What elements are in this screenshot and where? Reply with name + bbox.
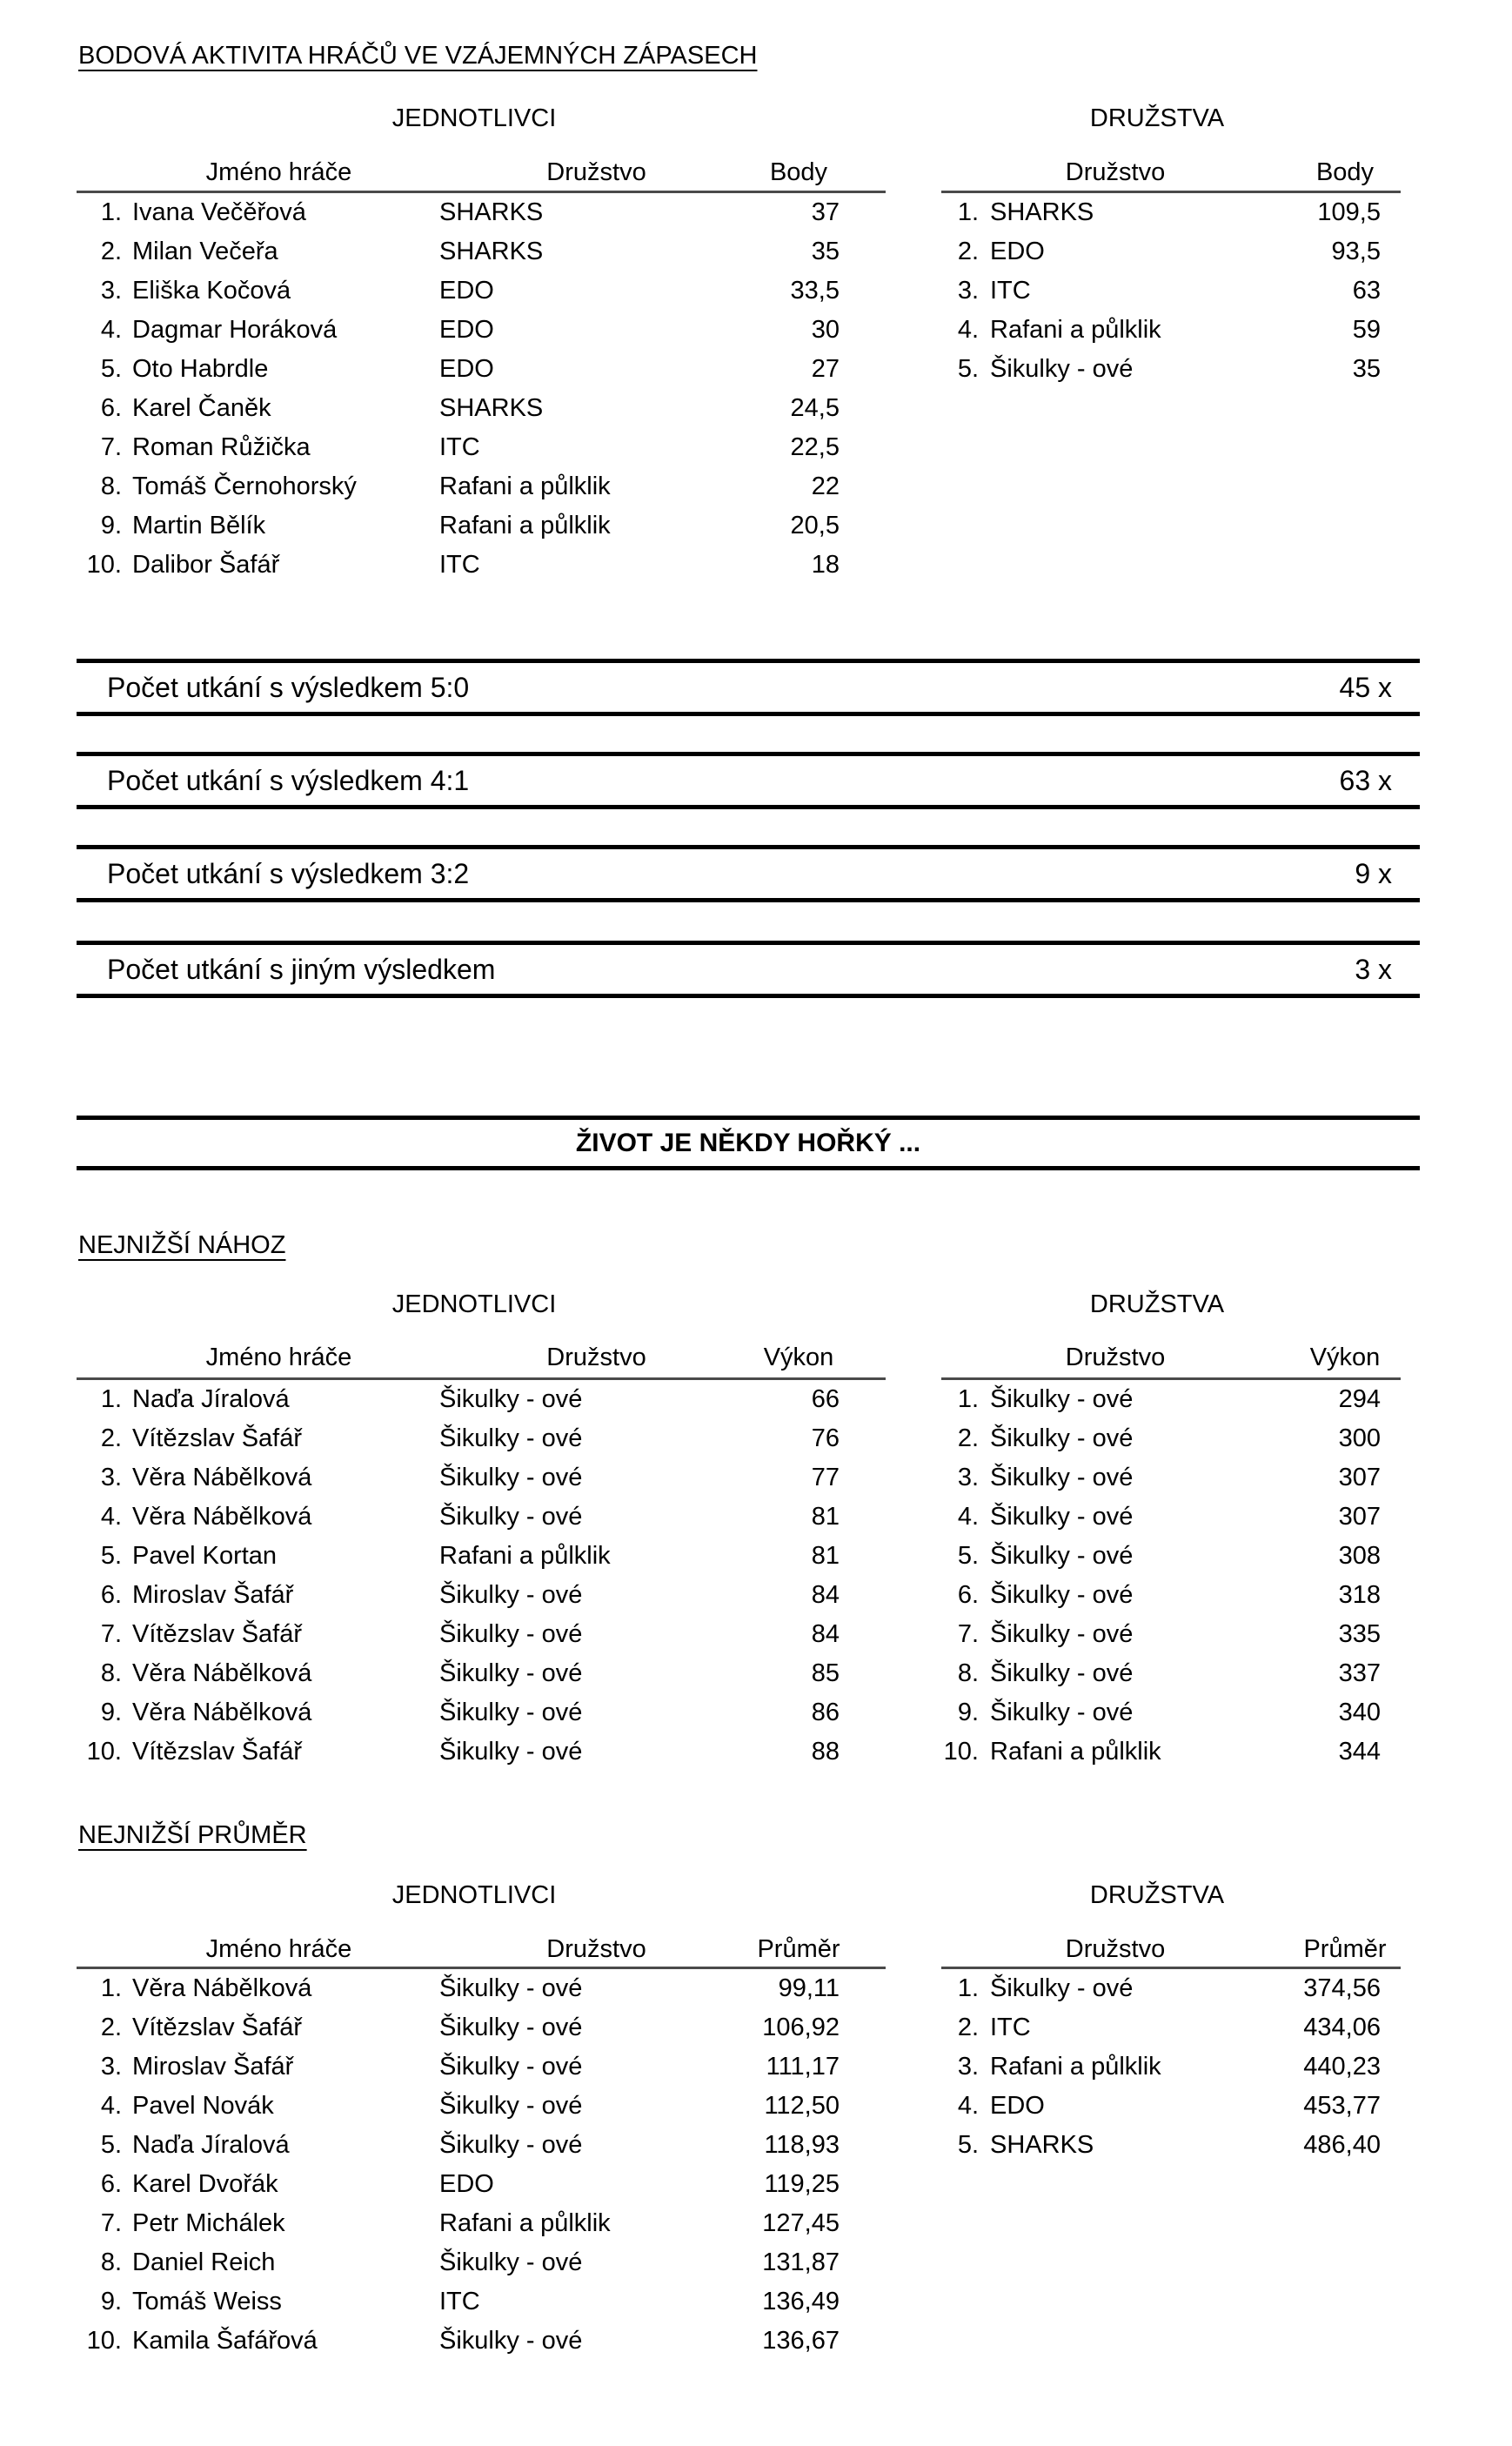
table-row (941, 2008, 1401, 2047)
player-name-cell: Vítězslav Šafář (132, 2014, 303, 2041)
team-cell: Šikulky - ové (990, 1974, 1134, 2002)
player-name-cell: Věra Nábělková (132, 1503, 312, 1531)
value-cell: 37 (811, 198, 840, 226)
nahoz-individuals-table (77, 1380, 886, 1772)
team-cell: Šikulky - ové (439, 1620, 583, 1648)
player-name-cell: Dalibor Šafář (132, 551, 280, 579)
prumer-individuals-heading: JEDNOTLIVCI (391, 1881, 557, 1909)
table-row (941, 311, 1401, 350)
table-row (941, 1969, 1401, 2008)
team-cell: ITC (439, 433, 480, 461)
value-cell: 18 (811, 551, 840, 579)
value-cell: 27 (811, 355, 840, 383)
value-cell: 24,5 (790, 394, 840, 422)
nahoz-section-heading: NEJNIŽŠÍ NÁHOZ (78, 1231, 286, 1259)
column-header-team: Družstvo (1065, 1343, 1166, 1371)
player-name-cell: Věra Nábělková (132, 1464, 312, 1491)
table-row (77, 2204, 886, 2243)
bodova-teams-heading: DRUŽSTVA (1089, 104, 1225, 132)
table-row (77, 1419, 886, 1458)
prumer-individuals-table (77, 1969, 886, 2361)
team-cell: Šikulky - ové (439, 2248, 583, 2276)
column-header-name: Jméno hráče (205, 1934, 352, 1963)
column-header-value: Průměr (1303, 1934, 1387, 1963)
column-header-team: Družstvo (1065, 1934, 1166, 1963)
rank-cell: 9. (100, 512, 122, 539)
rank-cell: 5. (100, 355, 122, 383)
table-row (941, 1693, 1401, 1732)
team-cell: Šikulky - ové (439, 2327, 583, 2355)
prumer-individuals-header (77, 1932, 886, 1967)
table-row (77, 1537, 886, 1576)
player-name-cell: Martin Bělík (132, 512, 266, 539)
rank-cell: 2. (100, 2014, 122, 2041)
table-row (77, 506, 886, 546)
value-cell: 440,23 (1303, 2053, 1381, 2081)
team-cell: Šikulky - ové (439, 1581, 583, 1609)
value-cell: 66 (811, 1385, 840, 1413)
team-cell: Šikulky - ové (990, 1424, 1134, 1452)
team-cell: Šikulky - ové (439, 1424, 583, 1452)
team-cell: Šikulky - ové (439, 1659, 583, 1687)
team-cell: EDO (439, 277, 494, 305)
value-cell: 300 (1338, 1424, 1381, 1452)
player-name-cell: Věra Nábělková (132, 1974, 312, 2002)
player-name-cell: Pavel Kortan (132, 1542, 278, 1570)
table-row (77, 1732, 886, 1772)
team-cell: Šikulky - ové (439, 2053, 583, 2081)
player-name-cell: Ivana Večěřová (132, 198, 306, 226)
team-cell: Rafani a půlklik (990, 316, 1161, 344)
player-name-cell: Eliška Kočová (132, 277, 291, 305)
table-row (77, 546, 886, 585)
team-cell: Rafani a půlklik (439, 1542, 611, 1570)
team-cell: Šikulky - ové (439, 2014, 583, 2041)
page-title: BODOVÁ AKTIVITA HRÁČŮ VE VZÁJEMNÝCH ZÁPASECH (78, 42, 758, 70)
rank-cell: 10. (86, 2327, 122, 2355)
table-row (941, 1732, 1401, 1772)
rank-cell: 4. (957, 316, 979, 344)
rank-cell: 9. (957, 1699, 979, 1726)
player-name-cell: Miroslav Šafář (132, 1581, 294, 1609)
team-cell: Šikulky - ové (439, 1385, 583, 1413)
column-header-team: Družstvo (546, 1934, 646, 1963)
table-row (941, 1498, 1401, 1537)
value-cell: 33,5 (790, 277, 840, 305)
player-name-cell: Miroslav Šafář (132, 2053, 294, 2081)
value-cell: 308 (1338, 1542, 1381, 1570)
table-row (941, 1615, 1401, 1654)
value-cell: 119,25 (764, 2170, 840, 2198)
value-cell: 109,5 (1317, 198, 1381, 226)
value-cell: 81 (811, 1542, 840, 1570)
rank-cell: 5. (957, 2131, 979, 2159)
value-cell: 30 (811, 316, 840, 344)
value-cell: 136,67 (762, 2327, 840, 2355)
player-name-cell: Vítězslav Šafář (132, 1738, 303, 1766)
rank-cell: 5. (100, 2131, 122, 2159)
team-cell: Šikulky - ové (439, 2131, 583, 2159)
banner (77, 1116, 1420, 1170)
player-name-cell: Daniel Reich (132, 2248, 276, 2276)
prumer-teams-heading: DRUŽSTVA (1089, 1881, 1225, 1909)
rank-cell: 1. (957, 198, 979, 226)
player-name-cell: Naďa Jíralová (132, 2131, 290, 2159)
table-row (941, 271, 1401, 311)
value-cell: 106,92 (762, 2014, 840, 2041)
stat-row-5-0 (77, 659, 1420, 716)
player-name-cell: Kamila Šafářová (132, 2327, 318, 2355)
team-cell: Šikulky - ové (990, 1385, 1134, 1413)
column-header-team: Družstvo (546, 1343, 646, 1371)
value-cell: 76 (811, 1424, 840, 1452)
value-cell: 127,45 (762, 2209, 840, 2237)
rank-cell: 2. (100, 1424, 122, 1452)
column-header-name: Jméno hráče (205, 157, 352, 186)
table-row (941, 232, 1401, 271)
banner-text: ŽIVOT JE NĚKDY HOŘKÝ ... (575, 1128, 921, 1157)
table-row (77, 232, 886, 271)
table-row (77, 1458, 886, 1498)
value-cell: 337 (1338, 1659, 1381, 1687)
stat-label: Počet utkání s výsledkem 3:2 (107, 857, 470, 889)
column-header-value: Výkon (1309, 1343, 1381, 1371)
nahoz-individuals-header (77, 1340, 886, 1375)
table-row (77, 1498, 886, 1537)
value-cell: 136,49 (762, 2288, 840, 2315)
table-row (77, 2322, 886, 2361)
value-cell: 111,17 (766, 2053, 840, 2081)
team-cell: Rafani a půlklik (990, 1738, 1161, 1766)
prumer-teams-table (941, 1969, 1401, 2165)
player-name-cell: Tomáš Weiss (132, 2288, 282, 2315)
team-cell: Rafani a půlklik (439, 512, 611, 539)
value-cell: 86 (811, 1699, 840, 1726)
rank-cell: 3. (957, 1464, 979, 1491)
team-cell: SHARKS (439, 238, 544, 265)
rank-cell: 4. (100, 316, 122, 344)
rank-cell: 9. (100, 2288, 122, 2315)
rank-cell: 4. (957, 2092, 979, 2120)
team-cell: ITC (990, 277, 1031, 305)
team-cell: SHARKS (439, 198, 544, 226)
rank-cell: 4. (957, 1503, 979, 1531)
rank-cell: 5. (100, 1542, 122, 1570)
player-name-cell: Karel Čaněk (132, 394, 271, 422)
rank-cell: 8. (957, 1659, 979, 1687)
team-cell: Šikulky - ové (990, 1620, 1134, 1648)
rank-cell: 1. (957, 1385, 979, 1413)
table-row (941, 1380, 1401, 1419)
rank-cell: 6. (100, 394, 122, 422)
team-cell: Šikulky - ové (990, 1581, 1134, 1609)
rank-cell: 9. (100, 1699, 122, 1726)
table-row (941, 2047, 1401, 2087)
table-row (77, 1380, 886, 1419)
rank-cell: 7. (957, 1620, 979, 1648)
value-cell: 340 (1338, 1699, 1381, 1726)
table-row (77, 1654, 886, 1693)
rank-cell: 10. (943, 1738, 979, 1766)
player-name-cell: Pavel Novák (132, 2092, 274, 2120)
player-name-cell: Roman Růžička (132, 433, 311, 461)
nahoz-individuals-heading: JEDNOTLIVCI (391, 1290, 557, 1318)
prumer-section-heading: NEJNIŽŠÍ PRŮMĚR (78, 1821, 307, 1849)
team-cell: Šikulky - ové (990, 1659, 1134, 1687)
value-cell: 486,40 (1303, 2131, 1381, 2159)
table-row (77, 350, 886, 389)
value-cell: 88 (811, 1738, 840, 1766)
bodova-individuals-heading: JEDNOTLIVCI (391, 104, 557, 132)
nahoz-teams-table (941, 1380, 1401, 1772)
rank-cell: 5. (957, 1542, 979, 1570)
table-row (77, 1615, 886, 1654)
value-cell: 307 (1338, 1464, 1381, 1491)
table-row (77, 193, 886, 232)
stat-label: Počet utkání s výsledkem 4:1 (107, 764, 470, 796)
rank-cell: 3. (957, 2053, 979, 2081)
rank-cell: 4. (100, 1503, 122, 1531)
team-cell: EDO (439, 355, 494, 383)
value-cell: 118,93 (764, 2131, 840, 2159)
table-row (77, 467, 886, 506)
player-name-cell: Věra Nábělková (132, 1699, 312, 1726)
table-row (941, 1419, 1401, 1458)
table-row (77, 1576, 886, 1615)
team-cell: Šikulky - ové (990, 1699, 1134, 1726)
player-name-cell: Milan Večeřa (132, 238, 278, 265)
table-row (77, 2126, 886, 2165)
value-cell: 84 (811, 1581, 840, 1609)
table-row (941, 2087, 1401, 2126)
stat-label: Počet utkání s výsledkem 5:0 (107, 671, 470, 703)
value-cell: 63 (1352, 277, 1381, 305)
rank-cell: 5. (957, 355, 979, 383)
rank-cell: 10. (86, 1738, 122, 1766)
stat-row-3-2 (77, 845, 1420, 902)
value-cell: 35 (1352, 355, 1381, 383)
column-header-name: Jméno hráče (205, 1343, 352, 1371)
stat-value: 63 x (1339, 764, 1392, 796)
value-cell: 93,5 (1331, 238, 1381, 265)
team-cell: Šikulky - ové (990, 1503, 1134, 1531)
rank-cell: 3. (957, 277, 979, 305)
rank-cell: 6. (100, 1581, 122, 1609)
rank-cell: 6. (100, 2170, 122, 2198)
column-header-value: Body (1315, 157, 1375, 186)
column-header-value: Výkon (763, 1343, 834, 1371)
bodova-teams-header (941, 155, 1401, 190)
team-cell: Šikulky - ové (439, 1464, 583, 1491)
column-header-team: Družstvo (1065, 157, 1166, 186)
value-cell: 335 (1338, 1620, 1381, 1648)
stat-row-4-1 (77, 752, 1420, 809)
table-row (941, 1576, 1401, 1615)
value-cell: 22,5 (790, 433, 840, 461)
table-row (77, 2282, 886, 2322)
value-cell: 453,77 (1303, 2092, 1381, 2120)
team-cell: Rafani a půlklik (990, 2053, 1161, 2081)
team-cell: Šikulky - ové (990, 1542, 1134, 1570)
team-cell: ITC (439, 2288, 480, 2315)
table-row (941, 2126, 1401, 2165)
table-row (77, 389, 886, 428)
rank-cell: 3. (100, 1464, 122, 1491)
bodova-individuals-header (77, 155, 886, 190)
table-row (77, 2243, 886, 2282)
team-cell: Rafani a půlklik (439, 472, 611, 500)
value-cell: 112,50 (764, 2092, 840, 2120)
table-row (77, 428, 886, 467)
team-cell: Šikulky - ové (990, 355, 1134, 383)
table-row (941, 1654, 1401, 1693)
rank-cell: 8. (100, 472, 122, 500)
rank-cell: 2. (957, 1424, 979, 1452)
rank-cell: 7. (100, 1620, 122, 1648)
team-cell: Šikulky - ové (439, 1974, 583, 2002)
value-cell: 294 (1338, 1385, 1381, 1413)
bodova-teams-table (941, 193, 1401, 389)
team-cell: EDO (990, 2092, 1045, 2120)
rank-cell: 7. (100, 433, 122, 461)
player-name-cell: Věra Nábělková (132, 1659, 312, 1687)
rank-cell: 7. (100, 2209, 122, 2237)
player-name-cell: Naďa Jíralová (132, 1385, 290, 1413)
value-cell: 99,11 (778, 1974, 840, 2002)
column-header-value: Body (769, 157, 828, 186)
player-name-cell: Karel Dvořák (132, 2170, 278, 2198)
rank-cell: 4. (100, 2092, 122, 2120)
table-row (77, 2165, 886, 2204)
rank-cell: 8. (100, 2248, 122, 2276)
value-cell: 81 (811, 1503, 840, 1531)
table-row (77, 271, 886, 311)
value-cell: 344 (1338, 1738, 1381, 1766)
value-cell: 22 (811, 472, 840, 500)
rank-cell: 6. (957, 1581, 979, 1609)
stat-value: 45 x (1339, 671, 1392, 703)
team-cell: Šikulky - ové (439, 1738, 583, 1766)
table-row (941, 1537, 1401, 1576)
rank-cell: 1. (100, 198, 122, 226)
rank-cell: 8. (100, 1659, 122, 1687)
nahoz-teams-header (941, 1340, 1401, 1375)
team-cell: SHARKS (439, 394, 544, 422)
value-cell: 84 (811, 1620, 840, 1648)
value-cell: 131,87 (762, 2248, 840, 2276)
column-header-team: Družstvo (546, 157, 646, 186)
team-cell: EDO (439, 316, 494, 344)
rank-cell: 1. (100, 1974, 122, 2002)
table-row (77, 311, 886, 350)
value-cell: 35 (811, 238, 840, 265)
team-cell: Šikulky - ové (439, 2092, 583, 2120)
rank-cell: 1. (100, 1385, 122, 1413)
value-cell: 307 (1338, 1503, 1381, 1531)
team-cell: ITC (990, 2014, 1031, 2041)
stat-row-other (77, 941, 1420, 998)
player-name-cell: Petr Michálek (132, 2209, 285, 2237)
value-cell: 434,06 (1303, 2014, 1381, 2041)
table-row (77, 2087, 886, 2126)
table-row (941, 350, 1401, 389)
table-row (941, 193, 1401, 232)
table-row (77, 1969, 886, 2008)
rank-cell: 2. (100, 238, 122, 265)
rank-cell: 1. (957, 1974, 979, 2002)
table-row (941, 1458, 1401, 1498)
team-cell: SHARKS (990, 198, 1094, 226)
value-cell: 77 (811, 1464, 840, 1491)
prumer-teams-header (941, 1932, 1401, 1967)
team-cell: ITC (439, 551, 480, 579)
table-row (77, 1693, 886, 1732)
rank-cell: 10. (86, 551, 122, 579)
player-name-cell: Vítězslav Šafář (132, 1424, 303, 1452)
player-name-cell: Oto Habrdle (132, 355, 269, 383)
value-cell: 85 (811, 1659, 840, 1687)
rank-cell: 3. (100, 2053, 122, 2081)
team-cell: EDO (990, 238, 1045, 265)
nahoz-teams-heading: DRUŽSTVA (1089, 1290, 1225, 1318)
bodova-individuals-table (77, 193, 886, 585)
player-name-cell: Tomáš Černohorský (132, 472, 357, 500)
table-row (77, 2047, 886, 2087)
rank-cell: 2. (957, 238, 979, 265)
rank-cell: 2. (957, 2014, 979, 2041)
value-cell: 374,56 (1303, 1974, 1381, 2002)
value-cell: 59 (1352, 316, 1381, 344)
stat-value: 9 x (1355, 857, 1392, 889)
rank-cell: 3. (100, 277, 122, 305)
team-cell: Rafani a půlklik (439, 2209, 611, 2237)
column-header-value: Průměr (757, 1934, 840, 1963)
value-cell: 20,5 (790, 512, 840, 539)
team-cell: SHARKS (990, 2131, 1094, 2159)
team-cell: Šikulky - ové (439, 1503, 583, 1531)
team-cell: Šikulky - ové (990, 1464, 1134, 1491)
team-cell: EDO (439, 2170, 494, 2198)
team-cell: Šikulky - ové (439, 1699, 583, 1726)
stat-label: Počet utkání s jiným výsledkem (107, 953, 496, 985)
player-name-cell: Dagmar Horáková (132, 316, 338, 344)
value-cell: 318 (1338, 1581, 1381, 1609)
table-row (77, 2008, 886, 2047)
player-name-cell: Vítězslav Šafář (132, 1620, 303, 1648)
stat-value: 3 x (1355, 953, 1392, 985)
